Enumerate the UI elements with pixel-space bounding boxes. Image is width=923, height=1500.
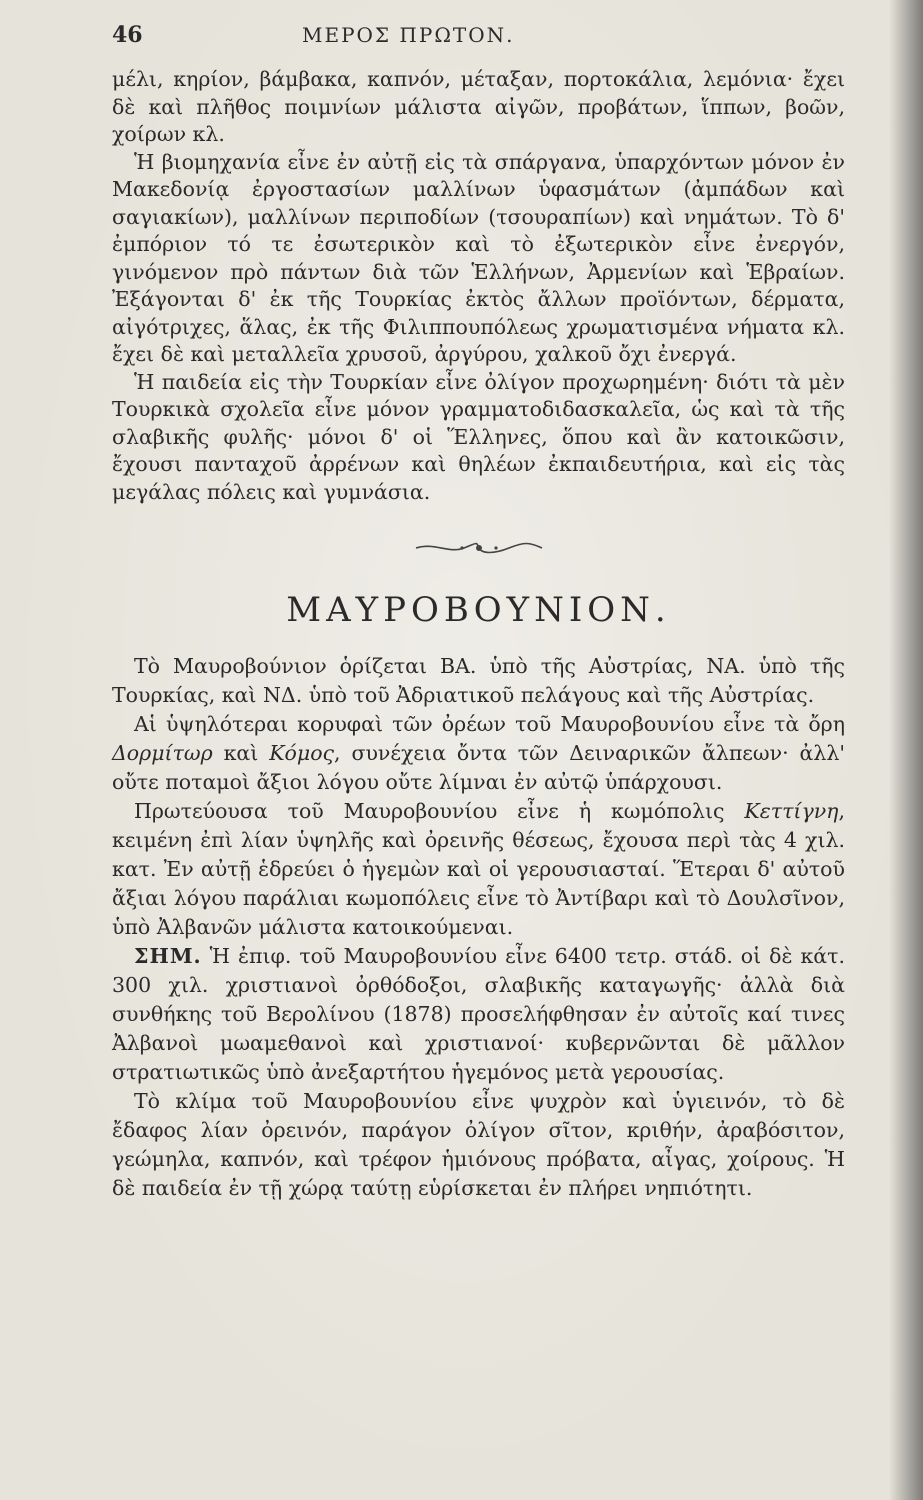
paragraph-climate: Τὸ κλίμα τοῦ Μαυροβουνίου εἶνε ψυχρὸν καὶ ὑγιεινόν, τὸ δὲ ἔδαφος λίαν ὀρεινόν, παράγον ὀλίγον σῖτον, κριθήν, ἀραβόσιτον, γεώμηλα, καπνόν, καὶ τρέφον ἡμιόνους πρόβατα, αἶγας, χοίρους. Ἡ δὲ παιδεία ἐν τῇ χώρᾳ ταύτῃ εὑρίσκεται ἐν πλήρει νηπιότητι.	[112, 1089, 845, 1200]
paragraph-mountains	[112, 710, 845, 797]
paragraph-products: μέλι, κηρίον, βάμβακα, καπνόν, μέταξαν, πορτοκάλια, λεμόνια· ἔχει δὲ καὶ πλῆθος ποιμνίων μάλιστα αἰγῶν, προβάτων, ἵππων, βοῶν, χοίρων κλ.	[112, 67, 845, 146]
place-name: Κόμος	[269, 741, 335, 765]
paragraph-borders: Τὸ Μαυροβούνιον ὁρίζεται ΒΑ. ὑπὸ τῆς Αὐστρίας, ΝΑ. ὑπὸ τῆς Τουρκίας, καὶ ΝΔ. ὑπὸ τοῦ Ἀδριατικοῦ πελάγους καὶ τῆς Αὐστρίας.	[112, 654, 845, 707]
text-run: Αἱ ὑψηλότεραι κορυφαὶ τῶν ὀρέων τοῦ Μαυροβουνίου εἶνε τὰ ὄρη	[134, 712, 845, 736]
ornament-divider	[112, 540, 845, 556]
note-label: ΣΗΜ.	[134, 944, 202, 968]
page-number: 46	[112, 22, 143, 48]
section-title: ΜΑΥΡΟΒΟΥΝΙΟΝ.	[286, 590, 671, 630]
section-montenegro	[112, 652, 845, 1203]
text-run: , κειμένη ἐπὶ λίαν ὑψηλῆς καὶ ὀρεινῆς θέσεως, ἔχουσα περὶ τὰς 4 χιλ. κατ. Ἐν αὐτῇ ἑδρεύει ὁ ἡγεμὼν καὶ οἱ γερουσιασταί. Ἕτεραι δ' αὐτοῦ ἄξιαι λόγου παράλιαι κωμοπόλεις εἶνε τὸ Ἀντίβαρι καὶ τὸ Δουλσῖνον, ὑπὸ Ἀλβανῶν μάλιστα κατοικούμεναι.	[112, 799, 845, 939]
note-text: Ἡ ἐπιφ. τοῦ Μαυροβουνίου εἶνε 6400 τετρ. στάδ. οἱ δὲ κάτ. 300 χιλ. χριστιανοὶ ὀρθόδοξοι, σλαβικῆς καταγωγῆς· ἀλλὰ διὰ συνθήκης τοῦ Βερολίνου (1878) προσελήφθησαν ἐν αὐτοῖς καί τινες Ἀλβανοὶ μωαμεθανοὶ καὶ χριστιανοί· κυβερνῶνται δὲ μᾶλλον στρατιωτικῶς ὑπὸ ἀνεξαρτήτου ἡγεμόνος μετὰ γερουσίας.	[112, 944, 845, 1084]
flourish-icon	[414, 540, 544, 556]
text-run: καὶ	[212, 741, 270, 765]
paragraph-capital	[112, 797, 845, 942]
text-run: , συνέχεια ὄντα τῶν Δειναρικῶν ἄλπεων· ἀλλ' οὔτε ποταμοὶ ἄξιοι λόγου οὔτε λίμναι ἐν αὐτῷ ὑπάρχουσι.	[112, 741, 845, 794]
running-title: ΜΕΡΟΣ ΠΡΩΤΟΝ.	[302, 23, 515, 47]
text-run: Πρωτεύουσα τοῦ Μαυροβουνίου εἶνε ἡ κωμόπολις	[134, 799, 745, 823]
paragraph-industry-trade: Ἡ βιομηχανία εἶνε ἐν αὐτῇ εἰς τὰ σπάργανα, ὑπαρχόντων μόνον ἐν Μακεδονίᾳ ἐργοστασίων μαλλίνων ὑφασμάτων (ἀμπάδων καὶ σαγιακίων), μαλλίνων περιποδίων (τσουραπίων) καὶ νημάτων. Τὸ δ' ἐμπόριον τό τε ἐσωτερικὸν καὶ τὸ ἐξωτερικὸν εἶνε ἐνεργόν, γινόμενον πρὸ πάντων διὰ τῶν Ἑλλήνων, Ἀρμενίων καὶ Ἑβραίων. Ἐξάγονται δ' ἐκ τῆς Τουρκίας ἐκτὸς ἄλλων προϊόντων, δέρματα, αἰγότριχες, ἅλας, ἐκ τῆς Φιλιππουπόλεως χρωματισμένα νήματα κλ. ἔχει δὲ καὶ μεταλλεῖα χρυσοῦ, ἀργύρου, χαλκοῦ ὄχι ἐνεργά.	[112, 149, 845, 366]
running-head	[112, 22, 845, 66]
place-name: Δορμίτωρ	[112, 741, 213, 765]
paragraph-education: Ἡ παιδεία εἰς τὴν Τουρκίαν εἶνε ὀλίγον προχωρημένη· διότι τὰ μὲν Τουρκικὰ σχολεῖα εἶνε μόνον γραμματοδιδασκαλεῖα, ὡς καὶ τὰ τῆς σλαβικῆς φυλῆς· μόνοι δ' οἱ Ἕλληνες, ὅπου καὶ ἂν κατοικῶσιν, ἔχουσι πανταχοῦ ἀρρένων καὶ θηλέων ἐκπαιδευτήρια, καὶ εἰς τὰς μεγάλας πόλεις καὶ γυμνάσια.	[112, 369, 845, 504]
paragraph-note	[112, 942, 845, 1087]
section-turkey-continued	[112, 66, 845, 506]
place-name: Κεττίγνη	[744, 799, 839, 823]
